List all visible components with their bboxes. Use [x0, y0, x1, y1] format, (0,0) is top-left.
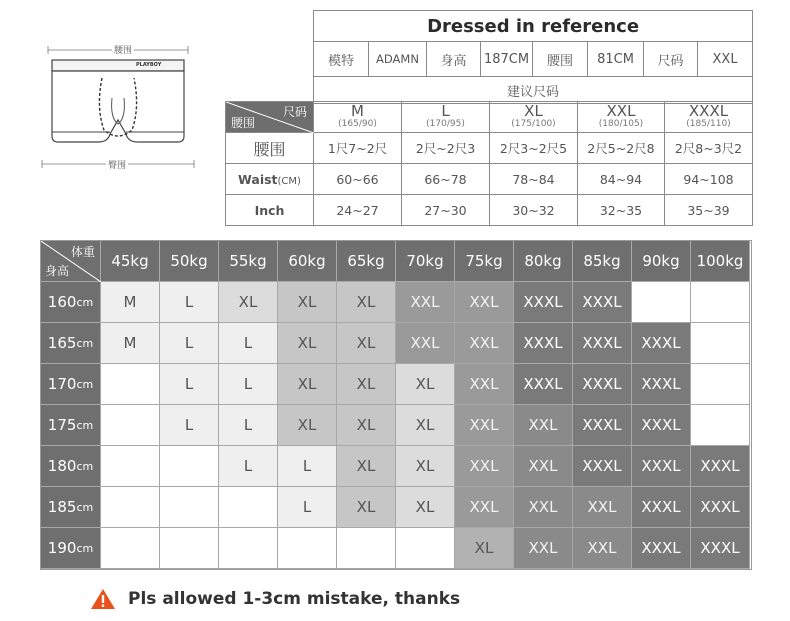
- size-cell: XL: [278, 364, 337, 405]
- size-cell: [219, 528, 278, 569]
- size-cell: L: [219, 446, 278, 487]
- underwear-illustration: [38, 38, 198, 183]
- table-row: [226, 164, 753, 195]
- size-cell: XL: [337, 405, 396, 446]
- size-cell: L: [219, 405, 278, 446]
- corner-weight-label: 体重: [70, 245, 95, 259]
- table-cell: 2尺3~2尺5: [490, 133, 578, 164]
- table-cell: 30~32: [490, 195, 578, 226]
- size-cell: [160, 446, 219, 487]
- size-cell: [691, 364, 750, 405]
- size-cell: XXXL: [573, 364, 632, 405]
- table-cell: 84~94: [578, 164, 665, 195]
- size-cell: XXXL: [632, 446, 691, 487]
- size-cell: L: [160, 282, 219, 323]
- weight-header: 100kg: [691, 241, 750, 282]
- size-header-xxl: XXL (180/105): [578, 102, 665, 133]
- size-header-xl: XL (175/100): [490, 102, 578, 133]
- size-cell: XL: [337, 446, 396, 487]
- size-cell: XL: [278, 405, 337, 446]
- size-cell: [101, 364, 160, 405]
- size-cell: XXL: [455, 323, 514, 364]
- size-cell: XXL: [455, 405, 514, 446]
- size-cell: [396, 528, 455, 569]
- row-label-waist: Waist(CM): [226, 164, 314, 195]
- waist-value: 81CM: [588, 42, 644, 77]
- height-label: 175 cm: [41, 405, 101, 446]
- height-label: 180 cm: [41, 446, 101, 487]
- size-cell: XXL: [514, 446, 573, 487]
- model-label: 模特: [314, 42, 369, 77]
- weight-header: 60kg: [278, 241, 337, 282]
- size-cell: XXL: [514, 487, 573, 528]
- size-cell: M: [101, 323, 160, 364]
- table-cell: 2尺~2尺3: [402, 133, 490, 164]
- table-cell: 60~66: [314, 164, 402, 195]
- size-cell: XXL: [455, 487, 514, 528]
- weight-header: 80kg: [514, 241, 573, 282]
- height-label: 165 cm: [41, 323, 101, 364]
- weight-header: 55kg: [219, 241, 278, 282]
- size-cell: [219, 487, 278, 528]
- size-cell: XL: [337, 282, 396, 323]
- height-label: 170 cm: [41, 364, 101, 405]
- size-cell: XXL: [455, 446, 514, 487]
- size-cell: XL: [278, 282, 337, 323]
- size-spec-table: [225, 101, 753, 226]
- table-cell: 32~35: [578, 195, 665, 226]
- size-cell: XXXL: [691, 487, 750, 528]
- size-cell: [337, 528, 396, 569]
- weight-header: 50kg: [160, 241, 219, 282]
- size-cell: [101, 446, 160, 487]
- waist-label: 腰围: [112, 43, 134, 56]
- size-cell: [160, 528, 219, 569]
- size-value: XXL: [698, 42, 753, 77]
- weight-header: 70kg: [396, 241, 455, 282]
- height-value: 187CM: [481, 42, 533, 77]
- suggested-size-label: 建议尺码: [314, 77, 753, 104]
- size-cell: XXXL: [632, 364, 691, 405]
- size-cell: XXL: [396, 282, 455, 323]
- table-cell: 78~84: [490, 164, 578, 195]
- size-cell: XXXL: [632, 405, 691, 446]
- table-cell: 27~30: [402, 195, 490, 226]
- brand-logo: PLAYBOY: [136, 62, 162, 68]
- size-cell: [691, 323, 750, 364]
- table-cell: 2尺5~2尺8: [578, 133, 665, 164]
- size-cell: L: [160, 323, 219, 364]
- height-label: 身高: [427, 42, 481, 77]
- size-cell: XL: [455, 528, 514, 569]
- size-cell: XL: [396, 405, 455, 446]
- size-cell: XL: [219, 282, 278, 323]
- chart-corner: [41, 241, 101, 282]
- weight-header: 45kg: [101, 241, 160, 282]
- weight-header: 85kg: [573, 241, 632, 282]
- weight-header: 65kg: [337, 241, 396, 282]
- table-cell: 94~108: [665, 164, 753, 195]
- size-cell: [691, 405, 750, 446]
- footer-note: [90, 588, 460, 610]
- size-cell: XXXL: [691, 446, 750, 487]
- row-label-waist-cn: 腰围: [226, 133, 314, 164]
- table-row: [226, 133, 753, 164]
- waist-label: 腰围: [533, 42, 588, 77]
- size-cell: XXXL: [514, 364, 573, 405]
- table-cell: 1尺7~2尺: [314, 133, 402, 164]
- size-cell: XXXL: [691, 528, 750, 569]
- size-cell: XXXL: [514, 323, 573, 364]
- size-cell: [278, 528, 337, 569]
- size-cell: L: [278, 487, 337, 528]
- corner-waist-label: 腰围: [231, 116, 256, 130]
- size-cell: [160, 487, 219, 528]
- size-label: 尺码: [644, 42, 698, 77]
- table-row: [226, 195, 753, 226]
- size-cell: XXXL: [573, 323, 632, 364]
- footer-text: Pls allowed 1-3cm mistake, thanks: [128, 589, 461, 609]
- weight-header: 75kg: [455, 241, 514, 282]
- size-cell: XXL: [455, 282, 514, 323]
- size-cell: XXL: [514, 405, 573, 446]
- weight-header: 90kg: [632, 241, 691, 282]
- size-cell: [691, 282, 750, 323]
- table-cell: 2尺8~3尺2: [665, 133, 753, 164]
- model-reference-table: [313, 10, 753, 104]
- corner-size-label: 尺码: [282, 105, 307, 119]
- size-cell: L: [219, 364, 278, 405]
- corner-height-label: 身高: [45, 264, 70, 278]
- height-label: 185 cm: [41, 487, 101, 528]
- reference-title: Dressed in reference: [314, 11, 753, 42]
- size-cell: XXXL: [632, 528, 691, 569]
- size-cell: XXL: [573, 528, 632, 569]
- size-table-corner: [226, 102, 314, 133]
- size-cell: [632, 282, 691, 323]
- size-cell: XL: [337, 487, 396, 528]
- size-cell: XL: [396, 487, 455, 528]
- size-cell: XXL: [514, 528, 573, 569]
- hip-label: 臀围: [106, 158, 128, 171]
- row-label-inch: Inch: [226, 195, 314, 226]
- size-cell: M: [101, 282, 160, 323]
- size-cell: XXXL: [632, 487, 691, 528]
- size-header-m: M (165/90): [314, 102, 402, 133]
- size-header-l: L (170/95): [402, 102, 490, 133]
- size-cell: XXXL: [573, 405, 632, 446]
- size-cell: XXL: [573, 487, 632, 528]
- size-cell: [101, 528, 160, 569]
- height-label: 160 cm: [41, 282, 101, 323]
- size-cell: XL: [278, 323, 337, 364]
- size-cell: XXL: [396, 323, 455, 364]
- warning-icon: [90, 588, 116, 610]
- size-cell: L: [219, 323, 278, 364]
- size-cell: XL: [396, 364, 455, 405]
- size-chart-grid: [40, 240, 752, 570]
- size-cell: L: [160, 364, 219, 405]
- size-cell: [101, 487, 160, 528]
- height-label: 190 cm: [41, 528, 101, 569]
- size-cell: XL: [337, 364, 396, 405]
- size-cell: [101, 405, 160, 446]
- table-cell: 66~78: [402, 164, 490, 195]
- size-header-xxxl: XXXL (185/110): [665, 102, 753, 133]
- size-cell: XXXL: [514, 282, 573, 323]
- size-cell: XXXL: [632, 323, 691, 364]
- size-cell: XL: [396, 446, 455, 487]
- size-cell: XXXL: [573, 446, 632, 487]
- size-cell: XL: [337, 323, 396, 364]
- table-cell: 24~27: [314, 195, 402, 226]
- size-cell: L: [278, 446, 337, 487]
- size-cell: L: [160, 405, 219, 446]
- size-cell: XXL: [455, 364, 514, 405]
- table-cell: 35~39: [665, 195, 753, 226]
- model-name: ADAMN: [369, 42, 427, 77]
- size-cell: XXXL: [573, 282, 632, 323]
